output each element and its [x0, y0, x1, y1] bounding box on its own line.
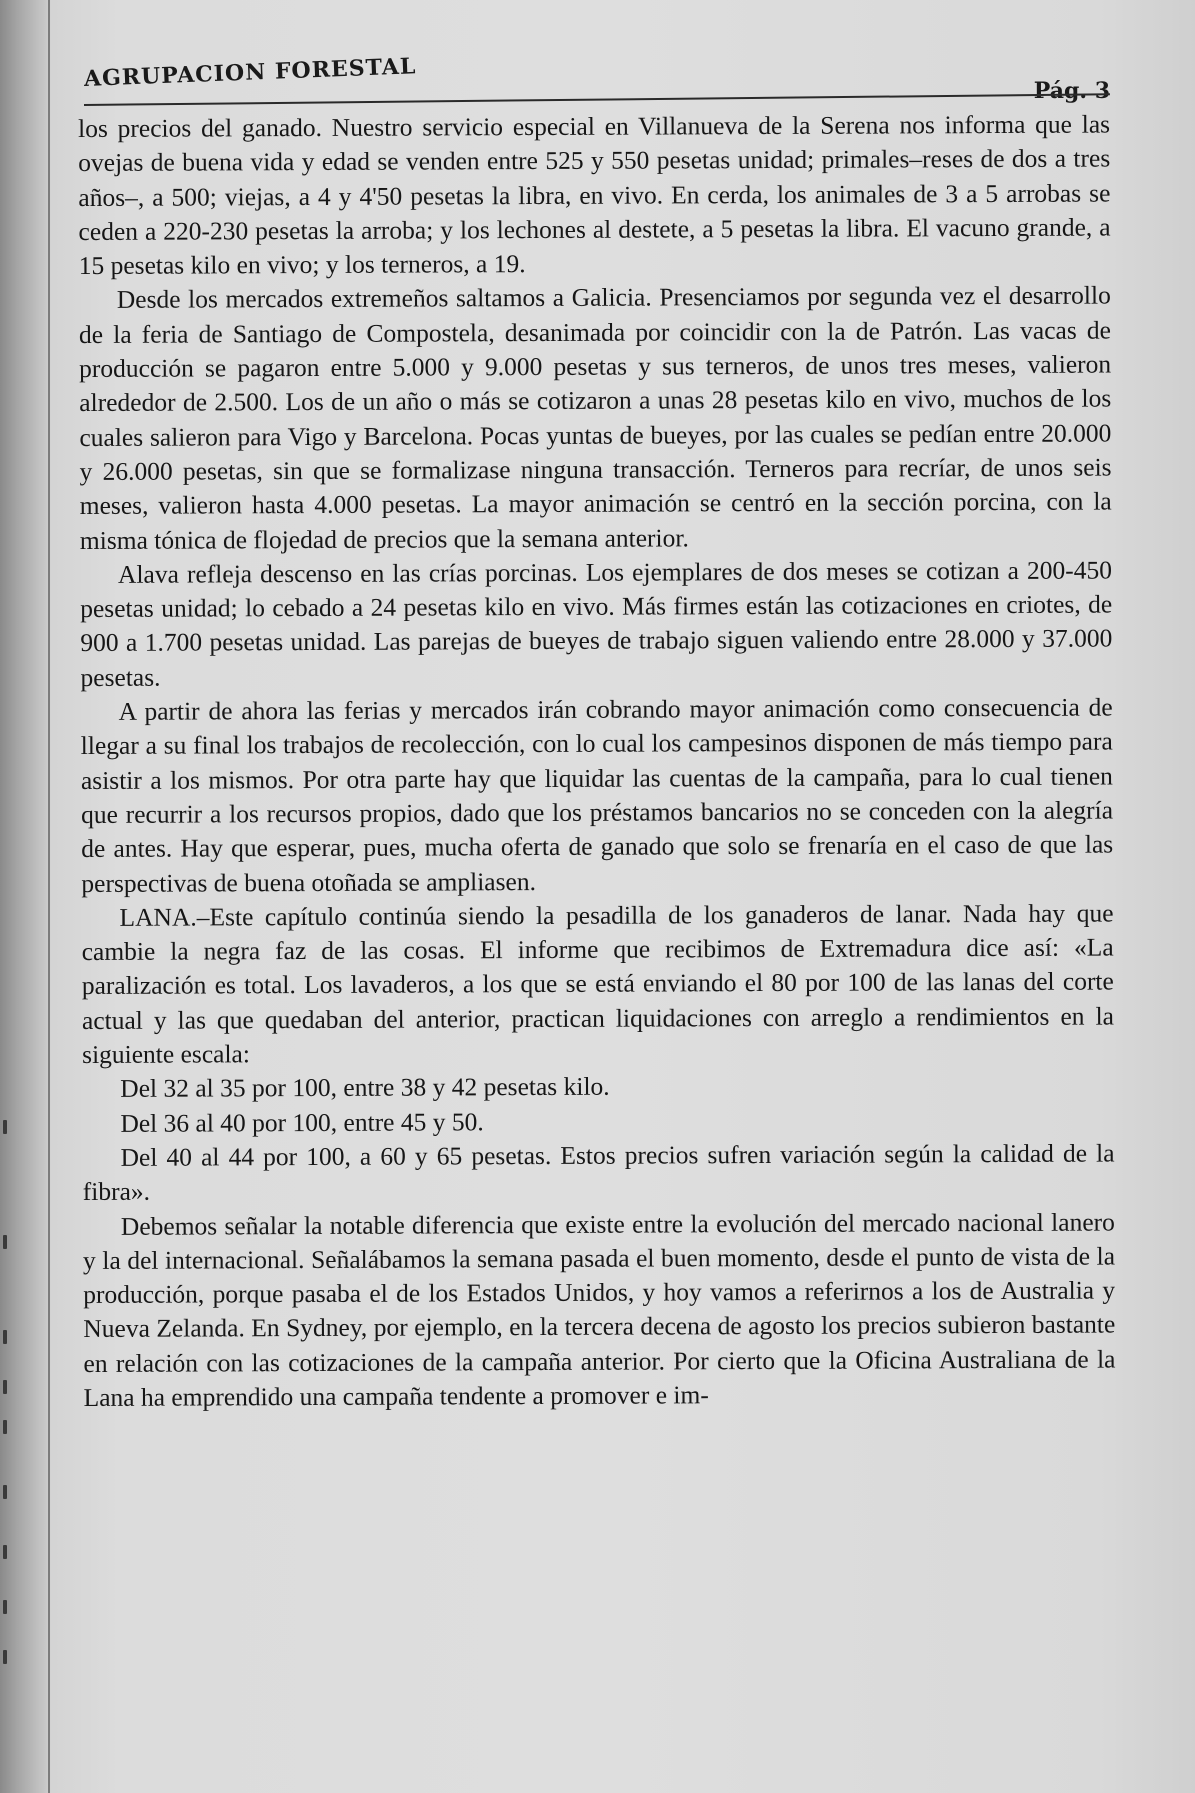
margin-mark: [3, 1545, 7, 1559]
page-header: [83, 53, 1110, 108]
paragraph-ferias: A partir de ahora las ferias y mercados irán cobrando mayor animación como consecuencia de llegar a su final los trabajos de recolección, con lo cual los campesinos disponen de más tiempo para asistir a los mismos. Por otra parte hay que liquidar las cuentas de la campaña, para lo cual tienen que recurrir a los recursos propios, dado que los préstamos bancarios no se conceden con la alegría de antes. Hay que esperar, pues, mucha oferta de ganado que solo se frenaría en el caso de que las perspectivas de buena otoñada se ampliasen.: [80, 692, 1114, 898]
scale-item: Del 32 al 35 por 100, entre 38 y 42 pesetas kilo.: [120, 1072, 610, 1104]
margin-mark: [3, 1330, 7, 1344]
margin-mark: [3, 1600, 7, 1614]
paragraph-continuation: los precios del ganado. Nuestro servicio especial en Villanueva de la Serena nos informa que las ovejas de buena vida y edad se venden entre 525 y 550 pesetas unidad; primales–reses de dos a tres años–, a 500; viejas, a 4 y 4'50 pesetas la libra, en vivo. En cerda, los animales de 3 a 5 arrobas se ceden a 220-230 pesetas la arroba; y los lechones al destete, a 5 pesetas la libra. El vacuno grande, a 15 pesetas kilo en vivo; y los terneros, a 19.: [78, 109, 1111, 281]
header-rule: [84, 93, 1110, 106]
paragraph-galicia: Desde los mercados extremeños saltamos a Galicia. Presenciamos por segunda vez el desarrollo de la feria de Santiago de Compostela, desanimada por coincidir con la de Patrón. Las vacas de producción se pagaron entre 5.000 y 9.000 pesetas y sus terneros, de unos tres meses, valieron alrededor de 2.500. Los de un año o más se cotizaron a unas 28 pesetas kilo en vivo, muchos de los cuales salieron para Vigo y Barcelona. Pocas yuntas de bueyes, por las cuales se pedían entre 20.000 y 26.000 pesetas, sin que se formalizase ninguna transacción. Terneros para recríar, de unos seis meses, valieron hasta 4.000 pesetas. La mayor animación se centró en la sección porcina, con la misma tónica de flojedad de precios que la semana anterior.: [78, 280, 1112, 555]
scale-item: Del 36 al 40 por 100, entre 45 y 50.: [120, 1106, 484, 1138]
paragraph-lana: LANA.–Este capítulo continúa siendo la pesadilla de los ganaderos de lanar. Nada hay que cambie la negra faz de las cosas. El informe que recibimos de Extremadura dice así: «La paralización es total. Los lavaderos, a los que se está enviando el 80 por 100 de las lanas del corte actual y las que quedaban del anterior, practican liquidaciones con arreglo a rendimientos en la siguiente escala:: [81, 898, 1115, 1070]
margin-mark: [3, 1420, 7, 1434]
margin-mark: [3, 1235, 7, 1249]
paragraph-mercado-lanero: Debemos señalar la notable diferencia que existe entre la evolución del mercado nacional lanero y la del internacional. Señalábamos la semana pasada el buen momento, desde el punto de vista de la producción, porque pasaba el de los Estados Unidos, y hoy vamos a referirnos a los de Australia y Nueva Zelanda. En Sydney, por ejemplo, en la tercera decena de agosto los precios subieron bastante en relación con las cotizaciones de la campaña anterior. Por cierto que la Oficina Australiana de la Lana ha emprendido una campaña tendente a promover e im-: [82, 1206, 1116, 1412]
fold-line: [48, 0, 50, 1793]
margin-mark: [3, 1380, 7, 1394]
article-body: [78, 107, 1116, 1415]
paragraph-alava: Alava refleja descenso en las crías porcinas. Los ejemplares de dos meses se cotizan a 200-450 pesetas unidad; lo cebado a 24 pesetas kilo en vivo. Más firmes están las cotizaciones en criotes, de 900 a 1.700 pesetas unidad. Las parejas de bueyes de trabajo siguen valiendo entre 28.000 y 37.000 pesetas.: [80, 555, 1113, 692]
running-head-title: AGRUPACION FORESTAL: [83, 53, 417, 92]
page-number: Pág. 3: [1033, 78, 1110, 104]
margin-mark: [3, 1485, 7, 1499]
margin-mark: [3, 1120, 7, 1134]
scale-item: Del 40 al 44 por 100, a 60 y 65 pesetas. Estos precios sufren variación según la calidad de la fibra».: [82, 1138, 1115, 1207]
margin-mark: [3, 1650, 7, 1664]
left-margin-marks: [0, 0, 14, 1793]
